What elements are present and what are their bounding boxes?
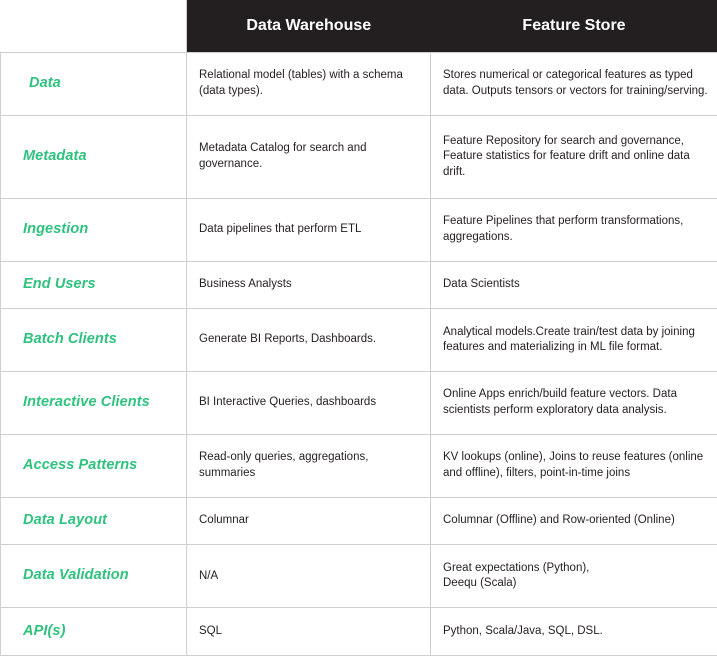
table-row [1, 497, 717, 545]
cell-feature-store-data-validation [431, 545, 717, 608]
row-label-metadata: Metadata [1, 115, 187, 198]
header-corner-cell [1, 0, 187, 53]
table-row [1, 309, 717, 372]
header-row [1, 0, 717, 53]
cell-data-warehouse-end-users: Business Analysts [187, 261, 431, 309]
row-label-interactive-clients: Interactive Clients [1, 372, 187, 435]
table-row [1, 115, 717, 198]
cell-data-warehouse-access-patterns: Read-only queries, aggregations, summaries [187, 434, 431, 497]
cell-data-warehouse-apis: SQL [187, 608, 431, 656]
cell-data-warehouse-metadata: Metadata Catalog for search and governance. [187, 115, 431, 198]
cell-data-warehouse-data: Relational model (tables) with a schema (data types). [187, 53, 431, 116]
table-body [1, 53, 717, 656]
table-row [1, 434, 717, 497]
cell-data-warehouse-data-validation: N/A [187, 545, 431, 608]
cell-feature-store-metadata: Feature Repository for search and governance, Feature statistics for feature drift and online data drift. [431, 115, 717, 198]
table-row [1, 372, 717, 435]
table-row [1, 53, 717, 116]
cell-feature-store-apis: Python, Scala/Java, SQL, DSL. [431, 608, 717, 656]
table-row [1, 198, 717, 261]
row-label-apis: API(s) [1, 608, 187, 656]
cell-line: Great expectations (Python), [443, 561, 590, 574]
cell-data-warehouse-interactive-clients: BI Interactive Queries, dashboards [187, 372, 431, 435]
row-label-access-patterns: Access Patterns [1, 434, 187, 497]
row-label-data-validation: Data Validation [1, 545, 187, 608]
cell-data-warehouse-data-layout: Columnar [187, 497, 431, 545]
row-label-end-users: End Users [1, 261, 187, 309]
table-row [1, 261, 717, 309]
row-label-ingestion: Ingestion [1, 198, 187, 261]
row-label-batch-clients: Batch Clients [1, 309, 187, 372]
cell-feature-store-data: Stores numerical or categorical features as typed data. Outputs tensors or vectors for training/serving. [431, 53, 717, 116]
header-data-warehouse: Data Warehouse [187, 0, 431, 53]
cell-feature-store-data-layout: Columnar (Offline) and Row-oriented (Online) [431, 497, 717, 545]
cell-feature-store-interactive-clients: Online Apps enrich/build feature vectors. Data scientists perform exploratory data analysis. [431, 372, 717, 435]
header-feature-store: Feature Store [431, 0, 717, 53]
table-header [1, 0, 717, 53]
cell-feature-store-ingestion: Feature Pipelines that perform transformations, aggregations. [431, 198, 717, 261]
cell-feature-store-batch-clients: Analytical models.Create train/test data by joining features and materializing in ML file format. [431, 309, 717, 372]
cell-data-warehouse-batch-clients: Generate BI Reports, Dashboards. [187, 309, 431, 372]
cell-feature-store-access-patterns: KV lookups (online), Joins to reuse features (online and offline), filters, point-in-time joins [431, 434, 717, 497]
cell-data-warehouse-ingestion: Data pipelines that perform ETL [187, 198, 431, 261]
cell-line: Deequ (Scala) [443, 577, 517, 590]
table-row [1, 608, 717, 656]
row-label-data: Data [1, 53, 187, 116]
table-row [1, 545, 717, 608]
row-label-data-layout: Data Layout [1, 497, 187, 545]
cell-feature-store-end-users: Data Scientists [431, 261, 717, 309]
